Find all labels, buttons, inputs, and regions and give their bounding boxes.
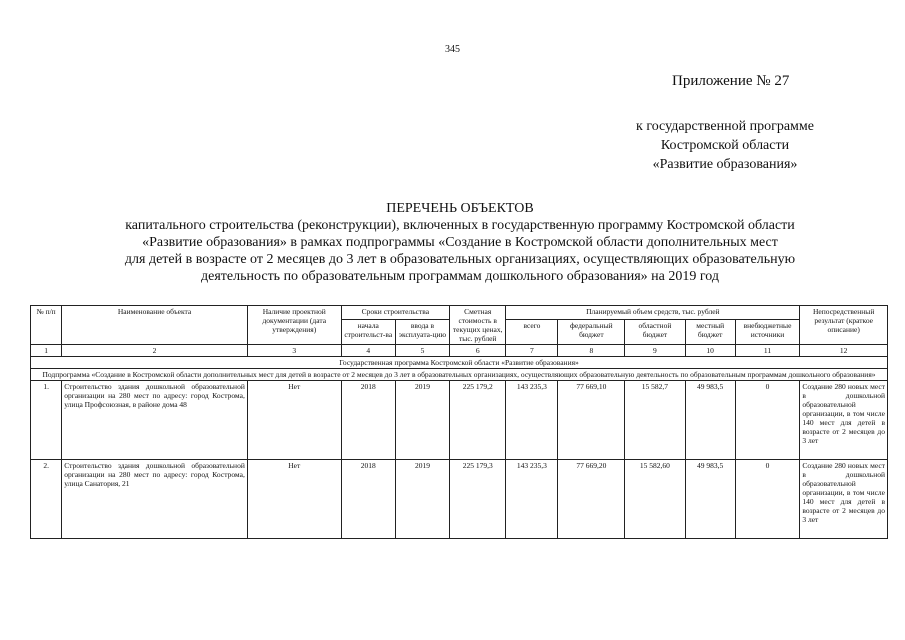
- column-number: 3: [247, 345, 341, 357]
- table-row: [31, 460, 888, 539]
- row-docs: Нет: [247, 381, 341, 460]
- row-extra: 0: [735, 460, 800, 539]
- column-number: 12: [800, 345, 888, 357]
- header-cost: Сметная стоимость в текущих ценах, тыс. рублей: [450, 306, 506, 345]
- row-federal: 77 669,20: [558, 460, 625, 539]
- header-regional: областной бюджет: [625, 320, 685, 345]
- program-ref-line: «Развитие образования»: [652, 157, 798, 172]
- objects-table: [30, 305, 888, 539]
- row-end: 2019: [395, 381, 449, 460]
- row-local: 49 983,5: [685, 381, 735, 460]
- program-row: [31, 357, 888, 369]
- column-number: 1: [31, 345, 62, 357]
- header-result: Непосредственный результат (краткое описание): [800, 306, 888, 345]
- row-result: Создание 280 новых мест в дошкольной образовательной организации, в том числе 140 мест для детей в возрасте от 2 месяцев до 3 лет: [800, 381, 888, 460]
- program-reference: [590, 117, 860, 174]
- header-docs: Наличие проектной документации (дата утверждения): [247, 306, 341, 345]
- row-extra: 0: [735, 381, 800, 460]
- program-row-label: Государственная программа Костромской области «Развитие образования»: [31, 357, 888, 369]
- row-federal: 77 669,10: [558, 381, 625, 460]
- header-term-start: начала строительст-ва: [341, 320, 395, 345]
- subprogram-row-label: Подпрограмма «Создание в Костромской области дополнительных мест для детей в возрасте от 2 месяцев до 3 лет в образовательных организациях, осуществляющих образовательную деятельность по образовательным программам дошкольного образования»: [31, 369, 888, 381]
- table-row: [31, 381, 888, 460]
- column-number: 6: [450, 345, 506, 357]
- column-number: 7: [506, 345, 558, 357]
- document-title: [60, 200, 860, 285]
- header-name: Наименование объекта: [62, 306, 248, 345]
- header-num: № п/п: [31, 306, 62, 345]
- program-ref-line: Костромской области: [660, 138, 790, 153]
- row-docs: Нет: [247, 460, 341, 539]
- row-cost: 225 179,2: [450, 381, 506, 460]
- header-local: местный бюджет: [685, 320, 735, 345]
- column-numbers-row: [31, 345, 888, 357]
- column-number: 9: [625, 345, 685, 357]
- row-local: 49 983,5: [685, 460, 735, 539]
- row-name: Строительство здания дошкольной образовательной организации на 280 мест по адресу: город Кострома, улица Санатория, 21: [62, 460, 248, 539]
- row-regional: 15 582,60: [625, 460, 685, 539]
- header-federal: федеральный бюджет: [558, 320, 625, 345]
- row-total: 143 235,3: [506, 381, 558, 460]
- column-number: 5: [395, 345, 449, 357]
- title-line: деятельность по образовательным программам дошкольного образования» на 2019 год: [201, 269, 719, 284]
- title-line: «Развитие образования» в рамках подпрограммы «Создание в Костромской области дополнительных мест: [142, 235, 778, 250]
- row-total: 143 235,3: [506, 460, 558, 539]
- program-ref-line: к государственной программе: [636, 119, 814, 134]
- row-num: 1.: [31, 381, 62, 460]
- title-heading: ПЕРЕЧЕНЬ ОБЪЕКТОВ: [386, 201, 534, 216]
- row-end: 2019: [395, 460, 449, 539]
- title-line: капитального строительства (реконструкции), включенных в государственную программу Костромской области: [125, 218, 795, 233]
- title-line: для детей в возрасте от 2 месяцев до 3 лет в образовательных организациях, осуществляющих образовательную: [124, 252, 796, 267]
- column-number: 8: [558, 345, 625, 357]
- subprogram-row: [31, 369, 888, 381]
- page-number: 345: [445, 44, 460, 55]
- header-term-end: ввода в эксплуата-цию: [395, 320, 449, 345]
- row-result: Создание 280 новых мест в дошкольной образовательной организации, в том числе 140 мест для детей в возрасте от 2 месяцев до 3 лет: [800, 460, 888, 539]
- header-extra: внебюджетные источники: [735, 320, 800, 345]
- header-funds: Планируемый объем средств, тыс. рублей: [506, 306, 800, 320]
- appendix-label: Приложение № 27: [672, 73, 790, 89]
- row-start: 2018: [341, 460, 395, 539]
- header-terms: Сроки строительства: [341, 306, 449, 320]
- header-total: всего: [506, 320, 558, 345]
- column-number: 2: [62, 345, 248, 357]
- column-number: 10: [685, 345, 735, 357]
- row-num: 2.: [31, 460, 62, 539]
- row-cost: 225 179,3: [450, 460, 506, 539]
- row-name: Строительство здания дошкольной образовательной организации на 280 мест по адресу: город Кострома, улица Профсоюзная, в районе дома 48: [62, 381, 248, 460]
- column-number: 11: [735, 345, 800, 357]
- row-regional: 15 582,7: [625, 381, 685, 460]
- column-number: 4: [341, 345, 395, 357]
- row-start: 2018: [341, 381, 395, 460]
